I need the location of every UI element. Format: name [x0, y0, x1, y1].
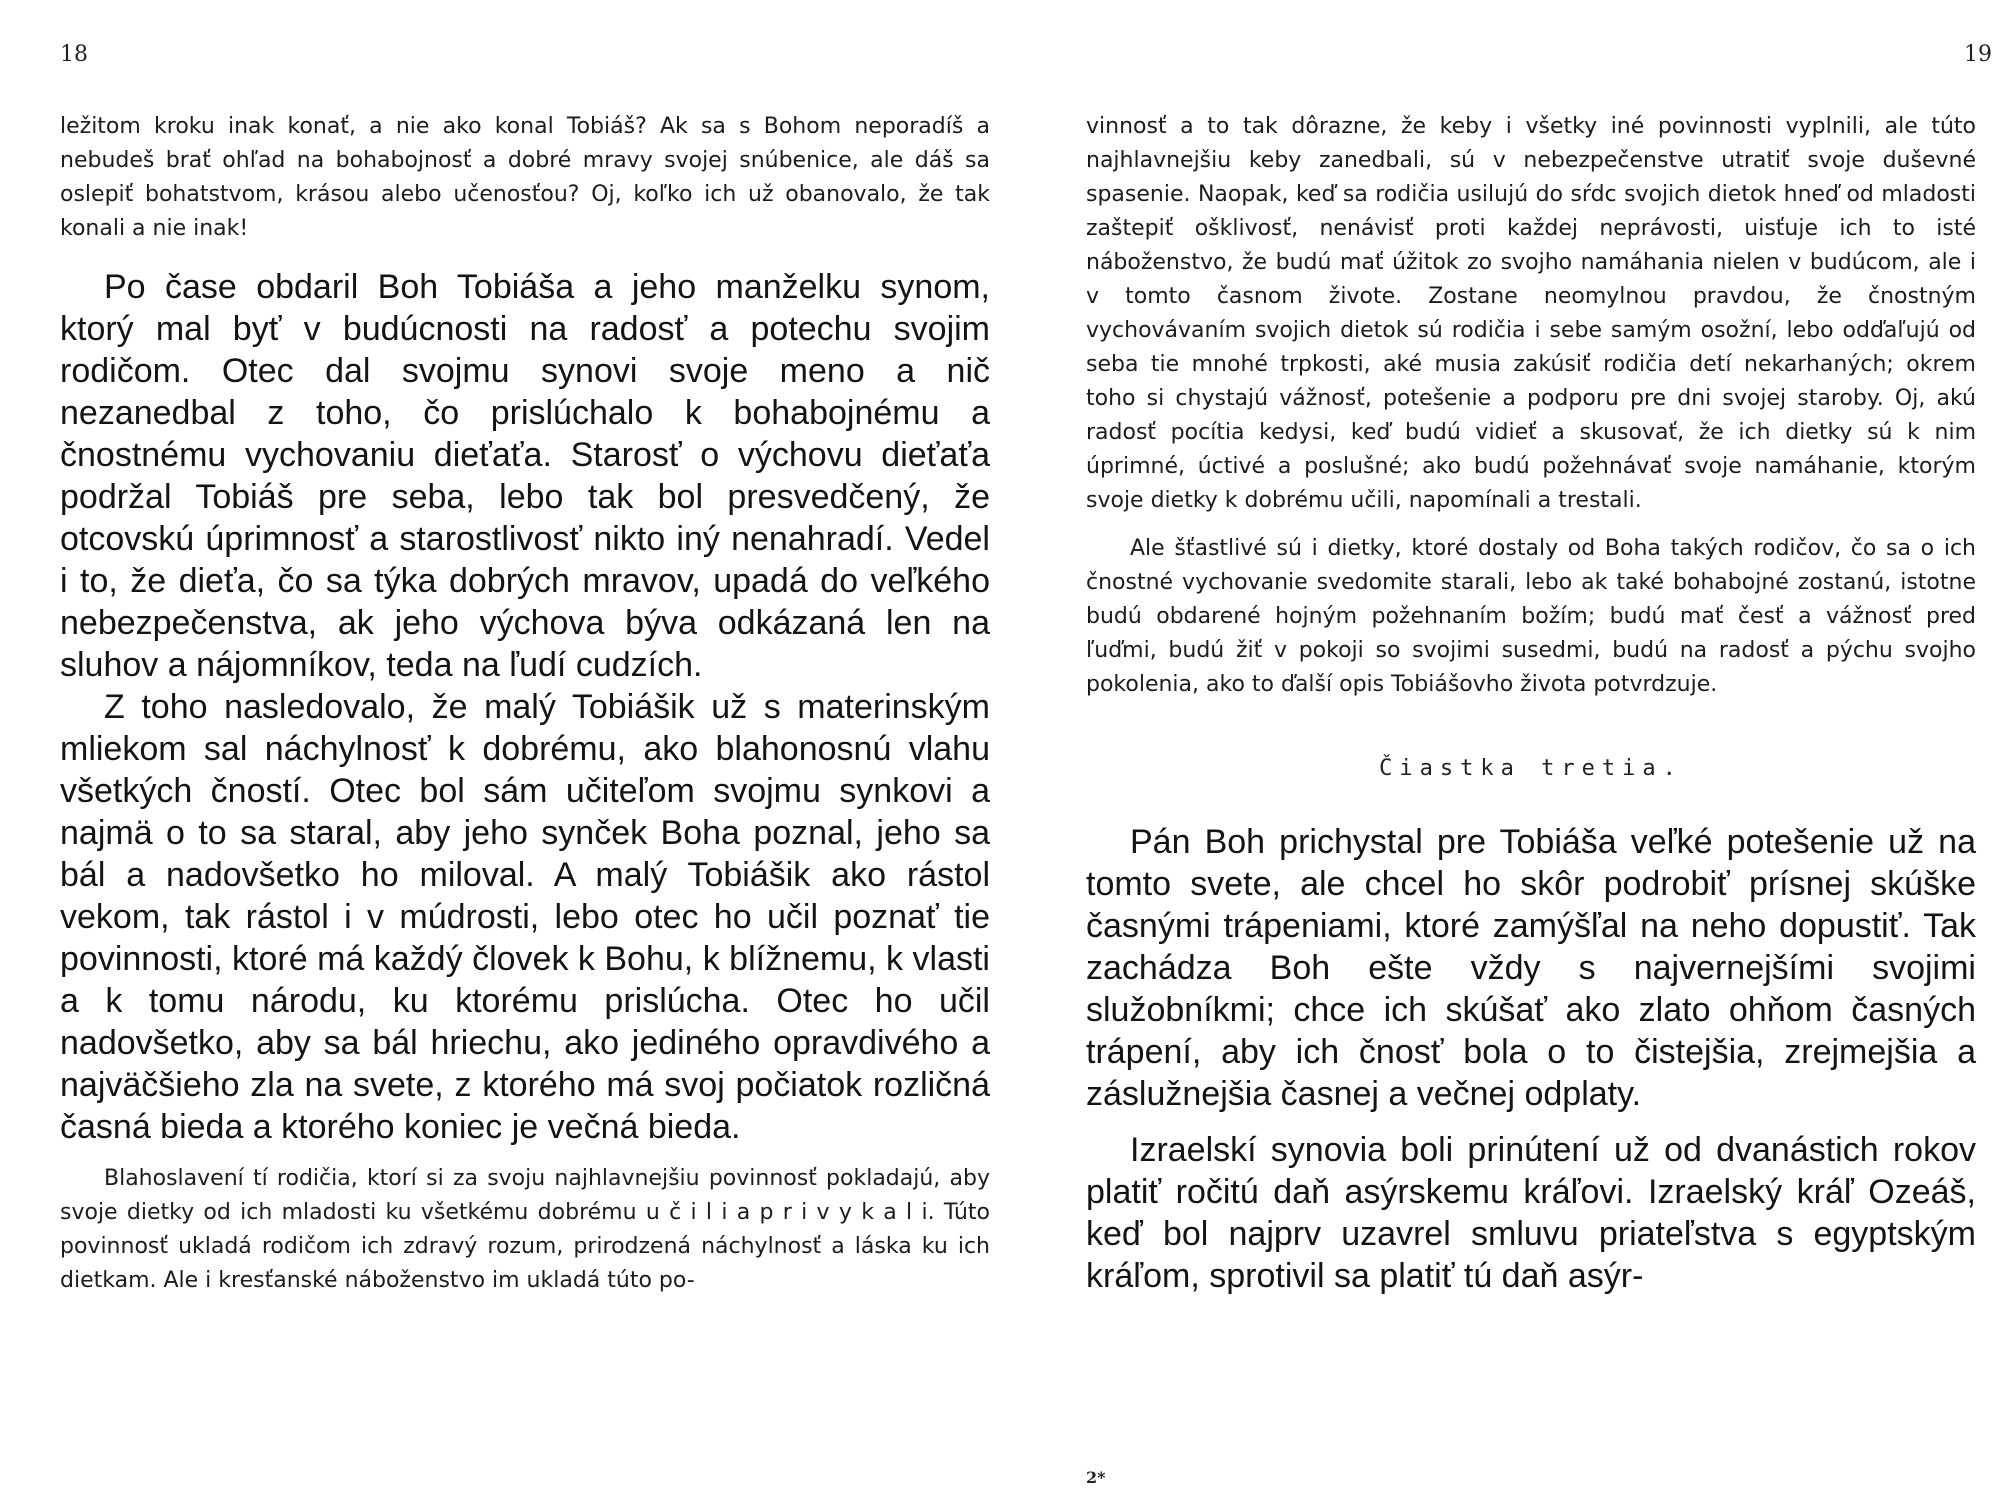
paragraph-commentary: vinnosť a to tak dôrazne, že keby i všetky iné povinnosti vyplnili, ale túto najhlavnejšiu keby zanedbali, sú v nebezpečenstve utratiť svoje duševné spasenie. Naopak, keď sa rodičia usilujú do sŕdc svojich dietok hneď od mladosti zaštepiť ošklivosť, nenávisť proti každej neprávosti, uisťuje ich to isté náboženstvo, že budú mať úžitok zo svojho namáhania nielen v budúcom, ale i v tomto časnom živote. Zostane neomylnou pravdou, že čnostným vychovávaním svojich dietok sú rodičia i sebe samým osožní, lebo odďaľujú od seba tie mnohé trpkosti, aké musia zakúsiť rodičia detí nekarhaných; okrem toho si chystajú vážnosť, potešenie a podporu pre dni svojej staroby. Oj, akú radosť pocítia kedysi, keď budú vidieť a skusovať, že ich dietky sú k nim úprimné, úctivé a poslušné; ako budú požehnávať svoje namáhanie, ktorým svoje dietky k dobrému učili, napomínali a trestali. — [1086, 114, 1976, 513]
paragraph-body: Izraelskí synovia boli prinútení už od dvanástich rokov platiť ročitú daň asýrskemu kráľovi. Izraelský kráľ Ozeáš, keď bol najprv uzavrel smluvu priateľstva s egyptským kráľom, sprotivil sa platiť tú daň asýr- — [1086, 1131, 1976, 1295]
right-page — [1006, 0, 2012, 1500]
page-number: 18 — [60, 42, 88, 67]
left-text-column — [60, 110, 990, 1298]
paragraph-commentary: Blahoslavení tí rodičia, ktorí si za svoju najhlavnejšiu povinnosť pokladajú, aby svoje dietky od ich mladosti ku všetkému dobrému u č i l i a p r i v y k a l i. Túto povinnosť ukladá rodičom ich zdravý rozum, prirodzená náchylnosť a láska ku ich dietkam. Ale i kresťanské náboženstvo im ukladá túto po- — [60, 1166, 990, 1293]
paragraph-commentary: Ale šťastlivé sú i dietky, ktoré dostaly od Boha takých rodičov, čo sa o ich čnostné vychovanie svedomite starali, lebo ak také bohabojné zostanú, istotne budú obdarené hojným požehnaním božím; budú mať česť a vážnosť pred ľuďmi, budú žiť v pokoji so svojimi susedmi, budú na radosť a pýchu svojho pokolenia, ako to ďalší opis Tobiášovho života potvrdzuje. — [1086, 536, 1976, 697]
paragraph-continuation: ležitom kroku inak konať, a nie ako konal Tobiáš? Ak sa s Bohom neporadíš a nebudeš brať ohľad na bohabojnosť a dobré mravy svojej snúbenice, ale dáš sa oslepiť bohatstvom, krásou alebo učenosťou? Oj, koľko ich už obanovalo, že tak konali a nie inak! — [60, 114, 990, 241]
paragraph-body: Z toho nasledovalo, že malý Tobiášik už s materinským mliekom sal náchylnosť k dobrému, ako blahonosnú vlahu všetkých čností. Otec bol sám učiteľom svojmu synkovi a najmä o to sa staral, aby jeho synček Boha poznal, jeho sa bál a nadovšetko ho miloval. A malý Tobiášik ako rástol vekom, tak rástol i v múdrosti, lebo otec ho učil poznať tie povinnosti, ktoré má každý človek k Bohu, k blížnemu, k vlasti a k tomu národu, ku ktorému prislúcha. Otec ho učil nadovšetko, aby sa bál hriechu, ako jediného opravdivého a najväčšieho zla na svete, z ktorého má svoj počiatok rozličná časná bieda a ktorého koniec je večná bieda. — [60, 688, 990, 1146]
right-text-column — [1086, 110, 1976, 1297]
section-heading: Čiastka tretia. — [1379, 756, 1683, 781]
paragraph-body: Po čase obdaril Boh Tobiáša a jeho manželku synom, ktorý mal byť v budúcnosti na radosť a potechu svojim rodičom. Otec dal svojmu synovi svoje meno a nič nezanedbal z toho, čo prislúchalo k bohabojnému a čnostnému vychovaniu dieťaťa. Starosť o výchovu dieťaťa podržal Tobiáš pre seba, lebo tak bol presvedčený, že otcovskú úprimnosť a starostlivosť nikto iný nenahradí. Vedel i to, že dieťa, čo sa týka dobrých mravov, upadá do veľkého nebezpečenstva, ak jeho výchova býva odkázaná len na sluhov a nájomníkov, teda na ľudí cudzích. — [60, 268, 990, 684]
paragraph-body: Pán Boh prichystal pre Tobiáša veľké potešenie už na tomto svete, ale chcel ho skôr podrobiť prísnej skúške časnými trápeniami, ktoré zamýšľal na neho dopustiť. Tak zachádza Boh ešte vždy s najvernejšími svojimi služobníkmi; chce ich skúšať ako zlato ohňom časných trápení, aby ich čnosť bola o to čistejšia, zrejmejšia a záslužnejšia časnej a večnej odplaty. — [1086, 823, 1976, 1113]
signature-mark: 2* — [1086, 1468, 1106, 1487]
page-number: 19 — [1964, 42, 1992, 67]
